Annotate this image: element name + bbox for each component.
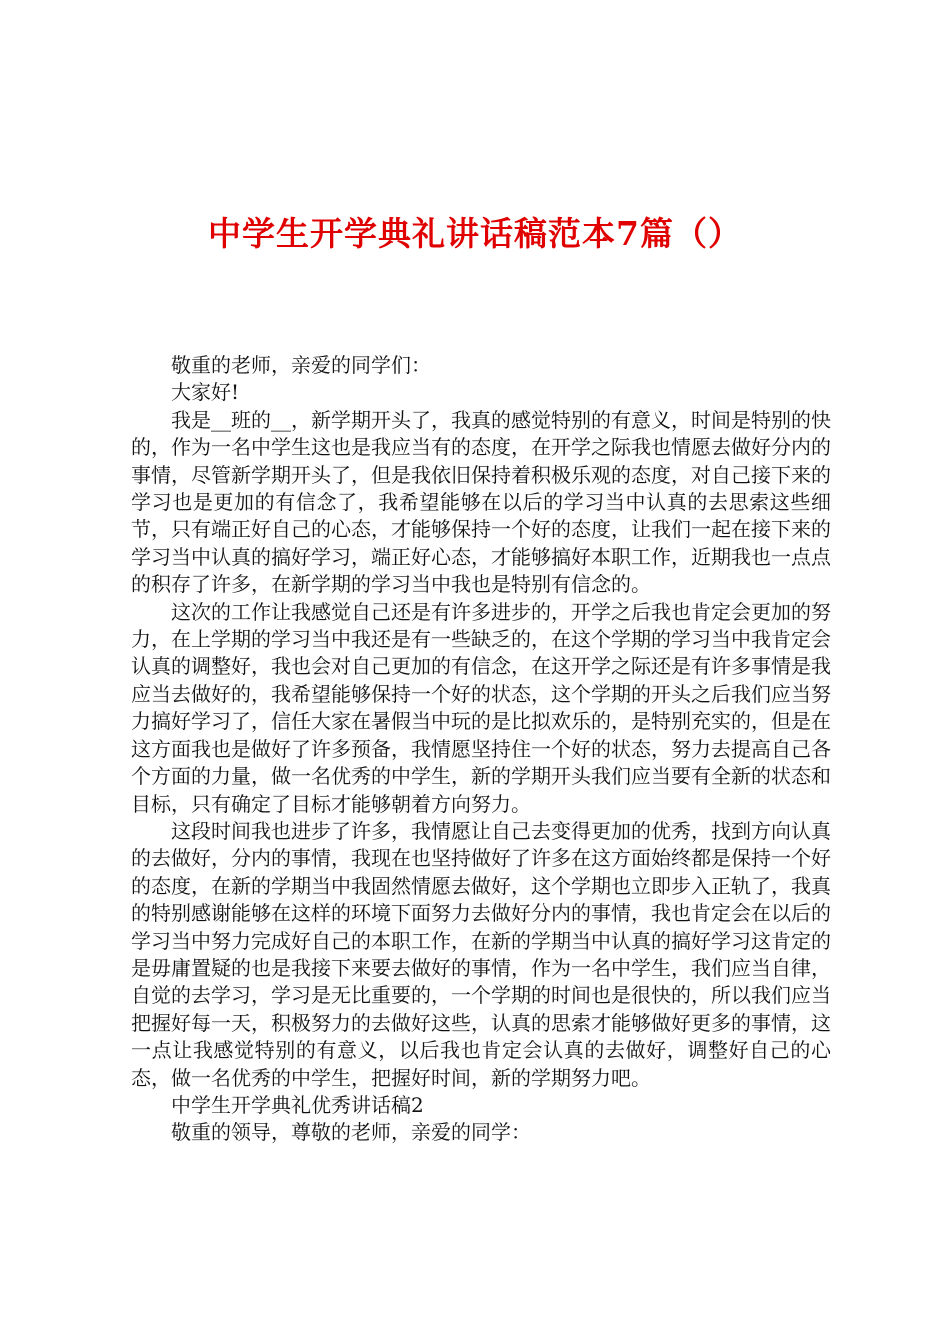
body-paragraph: 我是__班的__，新学期开头了，我真的感觉特别的有意义，时间是特别的快的，作为一名中学生这也是我应当有的态度，在开学之际我也情愿去做好分内的事情，尽管新学期开头了，但是我依旧保持着积极乐观的态度，对自己接下来的学习也是更加的有信念了，我希望能够在以后的学习当中认真的去思索这些细节，只有端正好自己的心态，才能够保持一个好的态度，让我们一起在接下来的学习当中认真的搞好学习，端正好心态，才能够搞好本职工作，近期我也一点点的积存了许多，在新学期的学习当中我也是特别有信念的。 bbox=[131, 407, 831, 597]
document-title: 中学生开学典礼讲话稿范本7篇（） bbox=[208, 214, 742, 253]
salutation: 敬重的老师，亲爱的同学们： bbox=[171, 353, 431, 377]
body-paragraph: 这段时间我也进步了许多，我情愿让自己去变得更加的优秀，找到方向认真的去做好，分内的事情，我现在也坚持做好了许多在这方面始终都是保持一个好的态度，在新的学期当中我固然情愿去做好，这个学期也立即步入正轨了，我真的特别感谢能够在这样的环境下面努力去做好分内的事情，我也肯定会在以后的学习当中努力完成好自己的本职工作，在新的学期当中认真的搞好学习这肯定的是毋庸置疑的也是我接下来要去做好的事情，作为一名中学生，我们应当自律，自觉的去学习，学习是无比重要的，一个学期的时间也是很快的，所以我们应当把握好每一天，积极努力的去做好这些，认真的思索才能够做好更多的事情，这一点让我感觉特别的有意义，以后我也肯定会认真的去做好，调整好自己的心态，做一名优秀的中学生，把握好时间，新的学期努力吧。 bbox=[131, 818, 831, 1090]
salutation: 敬重的领导，尊敬的老师，亲爱的同学： bbox=[171, 1120, 531, 1145]
section-heading: 中学生开学典礼优秀讲话稿2 bbox=[171, 1092, 424, 1117]
body-paragraph: 这次的工作让我感觉自己还是有许多进步的，开学之后我也肯定会更加的努力，在上学期的学习当中我还是有一些缺乏的，在这个学期的学习当中我肯定会认真的调整好，我也会对自己更加的有信念，在这开学之际还是有许多事情是我应当去做好的，我希望能够保持一个好的状态，这个学期的开头之后我们应当努力搞好学习了，信任大家在暑假当中玩的是比拟欢乐的，是特别充实的，但是在这方面我也是做好了许多预备，我情愿坚持住一个好的状态，努力去提高自己各个方面的力量，做一名优秀的中学生，新的学期开头我们应当要有全新的状态和目标，只有确定了目标才能够朝着方向努力。 bbox=[131, 599, 831, 816]
greeting: 大家好! bbox=[171, 380, 240, 405]
document-body bbox=[131, 352, 831, 1147]
